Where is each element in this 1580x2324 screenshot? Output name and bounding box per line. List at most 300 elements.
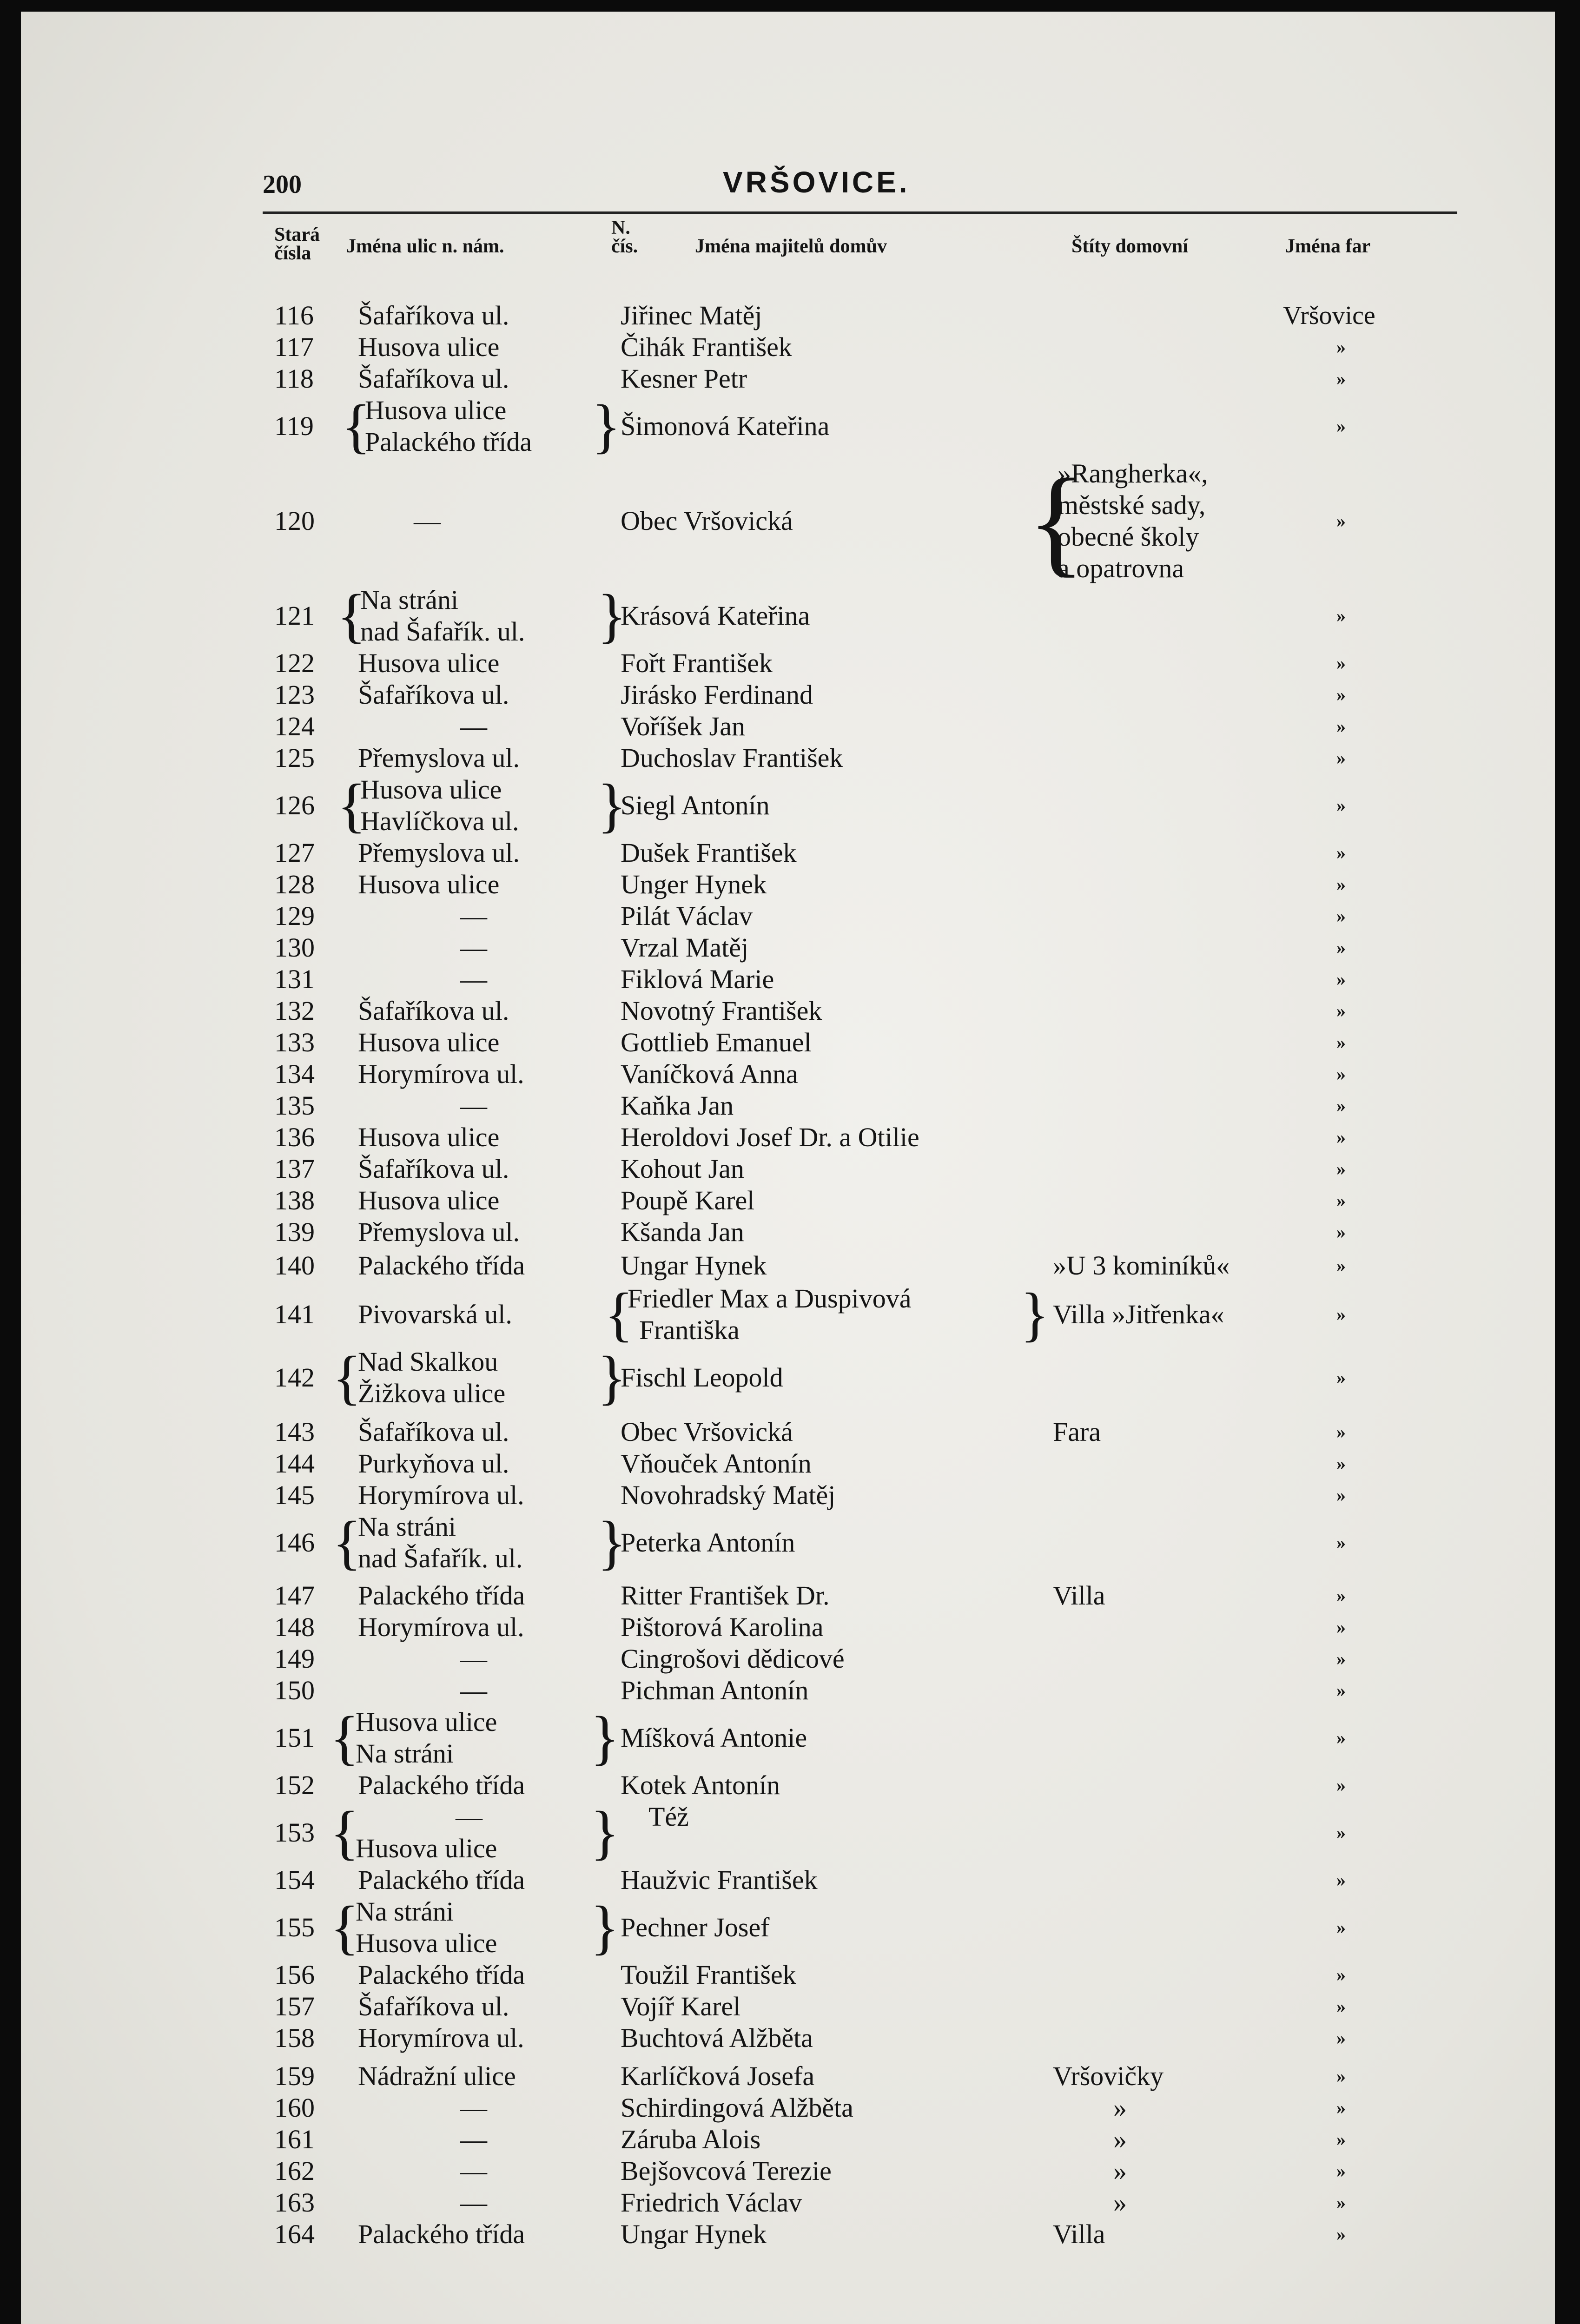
page-number: 200 [263, 170, 302, 199]
ditto-mark: » [1336, 1032, 1346, 1053]
old-number: 141 [274, 1299, 315, 1329]
brace-open: { [332, 1509, 362, 1576]
owner: Siegl Antonín [621, 790, 770, 820]
parish: Vršovice [1283, 301, 1375, 330]
ditto-mark: » [1336, 1255, 1346, 1276]
owner: Míšková Antonie [621, 1723, 807, 1753]
street-line: Husova ulice [360, 774, 502, 805]
table-row [21, 1346, 1555, 1409]
column-header-old-numbers-line1: Stará [274, 224, 320, 245]
old-number: 143 [274, 1417, 315, 1447]
table-row [21, 1643, 1555, 1675]
ditto-mark: » [1336, 2192, 1346, 2213]
owner: Kohout Jan [621, 1154, 744, 1184]
table-row [21, 1675, 1555, 1706]
street-stack [360, 584, 525, 647]
old-number: 162 [274, 2156, 315, 2186]
street: Šafaříkova ul. [358, 996, 509, 1026]
column-header-parishes: Jména far [1285, 236, 1371, 257]
house-sign-line: obecné školy [1058, 522, 1199, 552]
street-line: Husova ulice [365, 395, 507, 425]
owner: Cingrošovi dědicové [621, 1644, 845, 1674]
table-row [21, 647, 1555, 679]
street: — [460, 2156, 487, 2186]
street: Šafaříkova ul. [358, 300, 509, 330]
old-number: 159 [274, 2061, 315, 2091]
table-row [21, 1864, 1555, 1896]
owner: Peterka Antonín [621, 1527, 795, 1558]
old-number: 131 [274, 964, 315, 994]
owner: Též [648, 1802, 689, 1832]
street-line: Havlíčkova ul. [360, 806, 519, 836]
street: — [460, 1675, 487, 1705]
owner: Unger Hynek [621, 869, 767, 899]
street: Šafaříkova ul. [358, 680, 509, 710]
brace-close: } [597, 1344, 627, 1411]
old-number: 119 [274, 411, 314, 441]
column-header-house-signs: Štíty domovní [1071, 236, 1188, 257]
table-row [21, 1185, 1555, 1216]
street-line: nad Šafařík. ul. [358, 1543, 523, 1573]
ditto-mark: » [1336, 1996, 1346, 2017]
owner: Heroldovi Josef Dr. a Otilie [621, 1122, 919, 1152]
column-header-old-numbers [274, 225, 320, 263]
owner: Vaníčková Anna [621, 1059, 798, 1089]
ditto-mark: » [1336, 1775, 1346, 1796]
old-number: 149 [274, 1644, 315, 1674]
street: Šafaříkova ul. [358, 1991, 509, 2021]
brace-close: } [590, 1704, 620, 1771]
table-row [21, 2060, 1555, 2092]
ditto-mark: » [1336, 605, 1346, 626]
brace-close: } [590, 1894, 620, 1961]
brace-open: { [1027, 454, 1085, 588]
street: — [460, 964, 487, 994]
owner: Dušek František [621, 838, 797, 868]
owner: Jirásko Ferdinand [621, 680, 813, 710]
street: Horymírova ul. [358, 1612, 524, 1642]
old-number: 158 [274, 2023, 315, 2053]
old-number: 136 [274, 1122, 315, 1152]
street: — [460, 2124, 487, 2154]
ditto-mark: » [1336, 2027, 1346, 2048]
old-number: 123 [274, 680, 315, 710]
brace-close: } [1020, 1281, 1050, 1348]
street: Horymírova ul. [358, 2023, 524, 2053]
street: Purkyňova ul. [358, 1448, 509, 1479]
owner: Vňouček Antonín [621, 1448, 812, 1479]
brace-open: { [330, 1799, 359, 1866]
ditto-mark: » [1336, 1158, 1346, 1179]
owner-line: Františka [639, 1315, 740, 1345]
owner: Novohradský Matěj [621, 1480, 836, 1510]
owner: Toužil František [621, 1960, 796, 1990]
table-row [21, 1769, 1555, 1801]
owner: Friedrich Václav [621, 2187, 802, 2218]
house-sign: Villa »Jitřenka« [1053, 1299, 1224, 1329]
table-row [21, 1580, 1555, 1611]
ditto-mark: » [1336, 795, 1346, 816]
ditto-mark: » [1336, 1648, 1346, 1669]
ditto-mark: » [1336, 1585, 1346, 1606]
table-row [21, 837, 1555, 869]
street: Přemyslova ul. [358, 743, 520, 773]
street: Přemyslova ul. [358, 838, 520, 868]
old-number: 142 [274, 1362, 315, 1393]
street: Palackého třída [358, 1960, 525, 1990]
ditto-mark: » [1336, 716, 1346, 737]
house-sign-line: »Rangherka«, [1058, 458, 1208, 489]
street: — [460, 2093, 487, 2123]
ditto-mark: » [1336, 1485, 1346, 1505]
owner: Obec Vršovická [621, 1417, 793, 1447]
table-row [21, 1283, 1555, 1346]
old-number: 121 [274, 601, 315, 631]
street-stack [360, 774, 519, 837]
owner: Čihák František [621, 332, 792, 362]
table-row [21, 2218, 1555, 2250]
table-row [21, 395, 1555, 458]
column-header-old-numbers-line2: čísla [274, 243, 311, 264]
table-row [21, 742, 1555, 774]
owner: Pichman Antonín [621, 1675, 809, 1705]
street-stack [358, 1346, 505, 1409]
table-row [21, 1250, 1555, 1281]
old-number: 122 [274, 648, 315, 678]
table-row [21, 584, 1555, 647]
ditto-mark: » [1336, 1822, 1346, 1843]
table-row [21, 1959, 1555, 1991]
old-number: 125 [274, 743, 315, 773]
table-row [21, 2022, 1555, 2054]
old-number: 148 [274, 1612, 315, 1642]
owner: Kesner Petr [621, 363, 747, 394]
brace-open: { [330, 1894, 359, 1961]
old-number: 156 [274, 1960, 315, 1990]
street: Palackého třída [358, 1580, 525, 1611]
owner: Kotek Antonín [621, 1770, 780, 1800]
old-number: 146 [274, 1527, 315, 1558]
old-number: 151 [274, 1723, 315, 1753]
old-number: 138 [274, 1185, 315, 1215]
ditto-mark: » [1336, 1532, 1346, 1553]
street: Husova ulice [358, 1122, 500, 1152]
column-header-new-numbers [611, 218, 638, 256]
street: — [460, 901, 487, 931]
table-row [21, 1479, 1555, 1511]
street: — [460, 711, 487, 741]
ditto-mark: » [1336, 1964, 1346, 1985]
old-number: 117 [274, 332, 314, 362]
street: Šafaříkova ul. [358, 363, 509, 394]
owner: Novotný František [621, 996, 822, 1026]
street: Horymírova ul. [358, 1480, 524, 1510]
ditto-mark: » [1336, 969, 1346, 990]
table-row [21, 1611, 1555, 1643]
house-sign: Villa [1053, 2219, 1105, 2249]
brace-open: { [330, 1704, 359, 1771]
old-number: 139 [274, 1217, 315, 1247]
street-stack [356, 1706, 497, 1769]
owner: Šimonová Kateřina [621, 411, 830, 441]
table-row [21, 1090, 1555, 1122]
owner: Voříšek Jan [621, 711, 745, 741]
street: — [460, 1090, 487, 1121]
owner: Bejšovcová Terezie [621, 2156, 832, 2186]
table-row [21, 454, 1555, 588]
old-number: 153 [274, 1817, 315, 1848]
owner: Krásová Kateřina [621, 601, 810, 631]
book-page [21, 12, 1555, 2324]
street-line: nad Šafařík. ul. [360, 616, 525, 647]
old-number: 154 [274, 1865, 315, 1895]
owner: Fischl Leopold [621, 1362, 783, 1393]
street-stack [365, 395, 532, 458]
table-row [21, 2124, 1555, 2155]
street-stack [358, 1511, 522, 1574]
old-number: 140 [274, 1250, 315, 1281]
ditto-mark: » [1336, 2129, 1346, 2150]
old-number: 150 [274, 1675, 315, 1705]
table-row [21, 2092, 1555, 2124]
old-number: 163 [274, 2187, 315, 2218]
old-number: 161 [274, 2124, 315, 2154]
house-sign-ditto: » [1113, 2093, 1127, 2123]
old-number: 130 [274, 932, 315, 963]
owner: Gottlieb Emanuel [621, 1027, 812, 1057]
ditto-mark: » [1336, 368, 1346, 389]
owner: Schirdingová Alžběta [621, 2093, 853, 2123]
table-row [21, 1511, 1555, 1574]
ditto-mark: » [1336, 747, 1346, 768]
street-stack [356, 1896, 497, 1959]
ditto-mark: » [1336, 2097, 1346, 2118]
table-row [21, 331, 1555, 363]
table-row [21, 1801, 1555, 1864]
table-row [21, 300, 1555, 331]
street: Husova ulice [358, 1185, 500, 1215]
table-row [21, 679, 1555, 711]
ditto-mark: » [1336, 510, 1346, 531]
ditto-mark: » [1336, 2224, 1346, 2245]
old-number: 118 [274, 363, 314, 394]
owner: Haužvic František [621, 1865, 818, 1895]
street: Palackého třída [358, 1865, 525, 1895]
street: Palackého třída [358, 1770, 525, 1800]
owner: Karlíčková Josefa [621, 2061, 815, 2091]
ditto-mark: » [1336, 905, 1346, 926]
street: Pivovarská ul. [358, 1299, 512, 1329]
table-row [21, 1706, 1555, 1769]
old-number: 152 [274, 1770, 315, 1800]
table-row [21, 1153, 1555, 1185]
house-sign-ditto: » [1113, 2124, 1127, 2154]
brace-open: { [604, 1281, 634, 1348]
column-header-new-numbers-line2: čís. [611, 236, 638, 257]
brace-close: } [597, 582, 627, 649]
street: Nádražní ulice [358, 2061, 516, 2091]
ditto-mark: » [1336, 2160, 1346, 2181]
street-line: Na stráni [360, 585, 458, 615]
column-header-new-numbers-line1: N. [611, 217, 630, 238]
ditto-mark: » [1336, 1617, 1346, 1637]
table-row [21, 869, 1555, 900]
ditto-mark: » [1336, 874, 1346, 895]
brace-open: { [337, 772, 366, 839]
brace-close: } [597, 1509, 627, 1576]
owner: Fiklová Marie [621, 964, 774, 994]
table-row [21, 900, 1555, 932]
old-number: 116 [274, 300, 314, 330]
old-number: 144 [274, 1448, 315, 1479]
old-number: 160 [274, 2093, 315, 2123]
owner: Ungar Hynek [621, 1250, 767, 1281]
owner: Ungar Hynek [621, 2219, 767, 2249]
table-row [21, 363, 1555, 395]
street: — [460, 2187, 487, 2218]
old-number: 134 [274, 1059, 315, 1089]
street: Husova ulice [358, 648, 500, 678]
ditto-mark: » [1336, 1000, 1346, 1021]
old-number: 132 [274, 996, 315, 1026]
table-row [21, 1027, 1555, 1058]
brace-close: } [597, 772, 627, 839]
owner: Fořt František [621, 648, 773, 678]
street: Husova ulice [358, 1027, 500, 1057]
house-sign: Fara [1053, 1417, 1101, 1447]
old-number: 133 [274, 1027, 315, 1057]
owner: Kšanda Jan [621, 1217, 744, 1247]
header-rule [263, 211, 1457, 214]
house-sign-ditto: » [1113, 2187, 1127, 2218]
ditto-mark: » [1336, 1869, 1346, 1890]
old-number: 120 [274, 506, 315, 536]
ditto-mark: » [1336, 416, 1346, 436]
owner: Poupě Karel [621, 1185, 755, 1215]
street-line: Husova ulice [356, 1833, 497, 1863]
table-row [21, 1991, 1555, 2022]
ditto-mark: » [1336, 337, 1346, 357]
ditto-mark: » [1336, 1680, 1346, 1701]
old-number: 147 [274, 1580, 315, 1611]
owner-stack [628, 1283, 911, 1346]
street-line: Na stráni [356, 1738, 454, 1769]
old-number: 129 [274, 901, 315, 931]
owner: Vrzal Matěj [621, 932, 749, 963]
ditto-mark: » [1336, 842, 1346, 863]
ditto-mark: » [1336, 1063, 1346, 1084]
street-line: — [456, 1802, 483, 1832]
ditto-mark: » [1336, 1127, 1346, 1148]
old-number: 135 [274, 1090, 315, 1121]
ditto-mark: » [1336, 653, 1346, 673]
column-header-streets: Jména ulic n. nám. [346, 236, 504, 257]
street: — [414, 506, 441, 536]
street-line: Na stráni [356, 1896, 454, 1927]
ditto-mark: » [1336, 1727, 1346, 1748]
house-sign-stack [1058, 458, 1208, 584]
house-sign-line: a opatrovna [1058, 553, 1184, 583]
old-number: 157 [274, 1991, 315, 2021]
owner: Duchoslav František [621, 743, 843, 773]
old-number: 137 [274, 1154, 315, 1184]
street: Palackého třída [358, 2219, 525, 2249]
street: Husova ulice [358, 869, 500, 899]
street-line: Žižkova ulice [358, 1378, 506, 1408]
brace-open: { [332, 1344, 362, 1411]
ditto-mark: » [1336, 684, 1346, 705]
ditto-mark: » [1336, 1095, 1346, 1116]
ditto-mark: » [1336, 1917, 1346, 1938]
house-sign-ditto: » [1113, 2156, 1127, 2186]
brace-open: { [342, 393, 371, 460]
ditto-mark: » [1336, 1304, 1346, 1325]
street: Přemyslova ul. [358, 1217, 520, 1247]
owner: Pechner Josef [621, 1912, 770, 1942]
street: Palackého třída [358, 1250, 525, 1281]
old-number: 128 [274, 869, 315, 899]
ditto-mark: » [1336, 1367, 1346, 1388]
street-line: Husova ulice [356, 1707, 497, 1737]
old-number: 145 [274, 1480, 315, 1510]
ditto-mark: » [1336, 1221, 1346, 1242]
running-head: VRŠOVICE. [723, 165, 910, 199]
table-row [21, 1448, 1555, 1479]
house-sign: »U 3 kominíků« [1053, 1250, 1230, 1281]
table-row [21, 774, 1555, 837]
ditto-mark: » [1336, 2066, 1346, 2086]
owner: Pilát Václav [621, 901, 753, 931]
street-stack [356, 1801, 497, 1864]
owner: Jiřinec Matěj [621, 300, 762, 330]
street: Horymírova ul. [358, 1059, 524, 1089]
table-row [21, 1896, 1555, 1959]
column-header-owners: Jména majitelů domův [695, 236, 887, 257]
old-number: 155 [274, 1912, 315, 1942]
table-row [21, 932, 1555, 964]
street: — [460, 932, 487, 963]
table-row [21, 964, 1555, 995]
street: Šafaříkova ul. [358, 1417, 509, 1447]
owner-line: Friedler Max a Duspivová [628, 1283, 912, 1314]
house-sign: Villa [1053, 1580, 1105, 1611]
table-row [21, 2187, 1555, 2218]
old-number: 126 [274, 790, 315, 820]
house-sign-line: městské sady, [1058, 490, 1206, 520]
street-line: Palackého třída [365, 427, 532, 457]
owner: Pištorová Karolina [621, 1612, 824, 1642]
brace-close: } [590, 1799, 620, 1866]
ditto-mark: » [1336, 937, 1346, 958]
house-sign: Vršovičky [1053, 2061, 1164, 2091]
owner: Ritter František Dr. [621, 1580, 830, 1611]
table-row [21, 1416, 1555, 1448]
street-line: Nad Skalkou [358, 1347, 498, 1377]
owner: Obec Vršovická [621, 506, 793, 536]
street: — [460, 1644, 487, 1674]
owner: Vojíř Karel [621, 1991, 741, 2021]
brace-open: { [337, 582, 366, 649]
table-row [21, 2155, 1555, 2187]
table-row [21, 1122, 1555, 1153]
ditto-mark: » [1336, 1453, 1346, 1474]
old-number: 164 [274, 2219, 315, 2249]
brace-close: } [592, 393, 621, 460]
ditto-mark: » [1336, 1421, 1346, 1442]
ditto-mark: » [1336, 1190, 1346, 1211]
owner: Buchtová Alžběta [621, 2023, 813, 2053]
owner: Kaňka Jan [621, 1090, 734, 1121]
